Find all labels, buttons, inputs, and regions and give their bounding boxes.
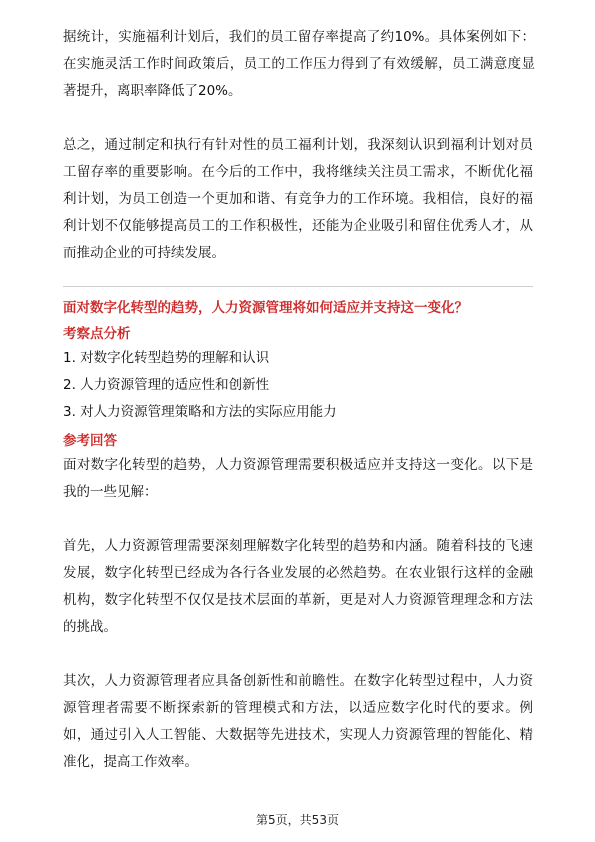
analysis-list	[63, 345, 533, 426]
analysis-label: 考察点分析	[63, 326, 131, 342]
page-number-footer: 第5页，共53页	[256, 813, 339, 827]
paragraph-gap	[63, 641, 533, 668]
analysis-point: 3. 对人力资源管理策略和方法的实际应用能力	[63, 404, 337, 420]
answer-intro: 面对数字化转型的趋势，人力资源管理需要积极适应并支持这一变化。以下是我的一些见解：	[63, 457, 533, 500]
answer-label: 参考回答	[63, 433, 117, 449]
paragraph-gap	[63, 105, 533, 132]
analysis-point: 1. 对数字化转型趋势的理解和认识	[63, 350, 270, 366]
page-content	[63, 24, 533, 776]
answer-paragraph-second: 其次，人力资源管理者应具备创新性和前瞻性。在数字化转型过程中，人力资源管理者需要不断探索新的管理模式和方法，以适应数字化时代的要求。例如，通过引入人工智能、大数据等先进技术，实现人力资源管理的智能化、精准化，提高工作效率。	[63, 673, 533, 770]
paragraph-gap	[63, 506, 533, 533]
paragraph-retention-stats: 据统计，实施福利计划后，我们的员工留存率提高了约10%。具体案例如下：在实施灵活工作时间政策后，员工的工作压力得到了有效缓解，员工满意度显著提升，离职率降低了20%。	[63, 29, 535, 99]
paragraph-conclusion: 总之，通过制定和执行有针对性的员工福利计划，我深刻认识到福利计划对员工留存率的重要影响。在今后的工作中，我将继续关注员工需求，不断优化福利计划，为员工创造一个更加和谐、有竞争力的工作环境。我相信，良好的福利计划不仅能够提高员工的工作积极性，还能为企业吸引和留住优秀人才，从而推动企业的可持续发展。	[63, 137, 533, 261]
analysis-point: 2. 人力资源管理的适应性和创新性	[63, 377, 270, 393]
section-divider	[63, 286, 533, 287]
question-heading: 面对数字化转型的趋势，人力资源管理将如何适应并支持这一变化？	[63, 300, 468, 316]
answer-paragraph-first: 首先，人力资源管理需要深刻理解数字化转型的趋势和内涵。随着科技的飞速发展，数字化转型已经成为各行各业发展的必然趋势。在农业银行这样的金融机构，数字化转型不仅仅是技术层面的革新，更是对人力资源管理理念和方法的挑战。	[63, 538, 533, 635]
